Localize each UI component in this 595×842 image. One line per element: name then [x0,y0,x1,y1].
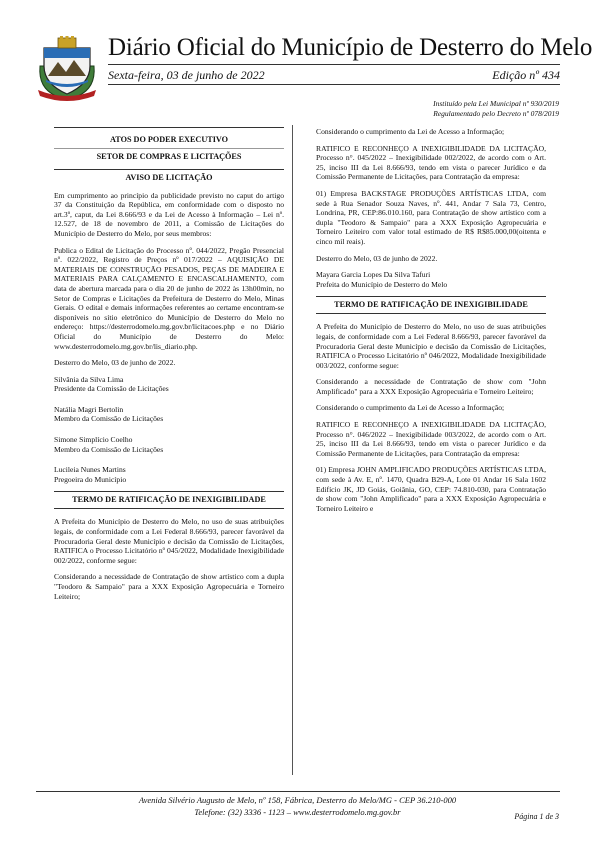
signature-name: Silvânia da Silva Lima [54,374,124,384]
ratification-heading: TERMO DE RATIFICAÇÃO DE INEXIGIBILIDADE [334,300,528,310]
access-info-paragraph: Considerando o cumprimento da Lei de Acesso a Informação; [316,403,505,413]
ratification-considering: Considerando a necessidade de Contratação de show artístico com a dupla "Teodoro & Sampaio" para a XXX Exposição Agropecuária e Torneiro Leiteiro; [54,572,284,601]
footer-contact: Telefone: (32) 3336 - 1123 – www.desterrodomelo.mg.gov.br [194,807,401,817]
signature-role: Membro da Comissão de Licitações [54,444,164,454]
signature-name: Natália Magri Bertolin [54,404,124,414]
ratification-heading: TERMO DE RATIFICAÇÃO DE INEXIGIBILIDADE [72,495,266,505]
ratification-heading-box [54,491,284,509]
signature-block [54,405,284,424]
footer-address: Avenida Silvério Augusto de Melo, nº 158, Fábrica, Desterro do Melo/MG - CEP 36.210-000 [138,795,457,805]
publication-date: Sexta-feira, 03 de junho de 2022 [108,68,265,82]
ratification-considering: Considerando a necessidade de Contratação de show com "John Amplificado" para a XXX Exposição Agropecuária e Torneiro Leiteiro; [316,377,546,396]
signature-name: Mayara Garcia Lopes Da Silva Tafuri [316,270,431,280]
ratification-paragraph: A Prefeita do Município de Desterro do Melo, no uso de suas atribuições legais, de conformidade com a Lei Federal 8.666/93, parecer favorável da Procuradoria Geral deste Município e decisão da Comissão de Licitações, RATIFICA o Processo Licitatório nº 046/2022, Modalidade Inexigibilidade 003/2022, conforme segue: [316,322,546,370]
notice-paragraph: Em cumprimento ao princípio da publicidade previsto no caput do artigo 37 da Constituição da República, em conformidade com o disposto no art.3º, caput, da Lei 8.666/93 e da Lei de Acesso à Informação – Lei nº. 12.527, de 18 de novembro de 2011, a Comissão de Licitações do Município de Desterro do Melo, por seus membros: [54,190,284,238]
signature-block [54,465,284,484]
signature-role: Prefeita do Município de Desterro do Melo [316,279,448,289]
notice-date-line: Desterro do Melo, 03 de junho de 2022. [54,358,176,368]
date-underline [108,84,560,85]
footer-divider [36,791,560,792]
company-paragraph: 01) Empresa BACKSTAGE PRODUÇÕES ARTÍSTICAS LTDA, com sede à Rua Senador Souza Naves, nº. 441, Andar 7 Sala 73, Centro, Londrina, PR, CEP:86.010.160, para Contratação de show artístico com a dupla "Teodoro & Sampaio" para a XXX Exposição Agropecuária e Torneiro Leiteiro com valor total estimado de R$ R$85.000,00(oitenta e cinco mil reais). [316,188,546,246]
municipal-crest-icon [36,36,98,102]
signature-block [54,375,284,394]
page-number: Página 1 de 3 [514,812,559,821]
edition-number: Edição nº 434 [492,68,560,82]
law-line-1: Instituído pela Lei Municipal nº 930/2019 [433,99,559,108]
publication-title: Diário Oficial do Município de Desterro do Melo [108,34,593,61]
law-line-2: Regulamentado pelo Decreto nº 078/2019 [433,109,559,118]
page-header [36,22,593,102]
right-column [316,127,546,513]
section-executive: ATOS DO PODER EXECUTIVO [109,135,229,144]
ratification-heading-box [316,296,546,314]
signature-name: Simone Simplício Coelho [54,435,133,445]
signature-role: Pregoeira do Município [54,474,127,484]
notice-heading: AVISO DE LICITAÇÃO [125,173,213,182]
title-underline [108,64,560,65]
signature-name: Lucileia Nunes Martins [54,465,126,475]
signature-block [54,435,284,454]
notice-edital-paragraph: Publica o Edital de Licitação do Processo nº. 044/2022, Pregão Presencial nº. 022/2022, Registro de Preços nº 017/2022 – AQUISIÇÃO DE MATERIAIS DE CONSTRUÇÃO PESADOS, PEÇAS DE MADEIRA E MATERIAIS PARA CALÇAMENTO E ENCASCALHAMENTO, com data de abertura marcada para o dia 20 de junho de 2022 às 13h00min, no Setor de Compras e Licitações da Prefeitura de Desterro do Melo, Minas Gerais. O edital e demais informações referentes ao certame encontram-se disponíveis no sítio eletrônico do Município de Desterro do Melo no endereço: https://desterrodomelo.mg.gov.br/licitacoes.php e no Diário Oficial do Município de Desterro do Melo: www.desterrodomelo.mg.gov.br/lis_diario.php. [54,245,284,351]
section-purchasing: SETOR DE COMPRAS E LICITAÇÕES [54,148,284,165]
ratify-paragraph: RATIFICO E RECONHEÇO A INEXIGIBILIDADE DA LICITAÇÃO, Processo n°. 045/2022 – Inexigibilidade 002/2022, de acordo com o Art. 25, inciso III da Lei 8.666/93, tendo em vista o parecer Jurídico e da Comissão Permanente de Licitações, para Contratação da empresa: [316,143,546,182]
company-paragraph: 01) Empresa JOHN AMPLIFICADO PRODUÇÕES ARTÍSTICAS LTDA, com sede à Av. E, nº. 1470, Quadra B29-A, Lote 01 Andar 16 Sala 1602 Edifício JK, JD Goiás, Goiânia, GO, CEP: 74.810-030, para Contratação de show com "John Amplificado" para a XXX Exposição Agropecuária e Torneiro Leiteiro e [316,465,546,513]
ratification-paragraph: A Prefeita do Município de Desterro do Melo, no uso de suas atribuições legais, de conformidade com a Lei Federal 8.666/93, parecer favorável da Procuradoria Geral deste Município e decisão da Comissão de Licitações, RATIFICA o Processo Licitatório nº 045/2022, Modalidade Inexigibilidade 002/2022, conforme segue: [54,517,284,565]
column-separator [292,125,293,775]
access-info-paragraph: Considerando o cumprimento da Lei de Acesso a Informação; [316,127,505,136]
section-header-box [54,127,284,170]
ratify-date-line: Desterro do Melo, 03 de junho de 2022. [316,253,438,263]
left-column [54,127,284,601]
signature-block [316,270,546,289]
signature-role: Membro da Comissão de Licitações [54,414,164,424]
ratify-paragraph: RATIFICO E RECONHEÇO A INEXIGIBILIDADE DA LICITAÇÃO, Processo n°. 046/2022 – Inexigibilidade 003/2022, de acordo com o Art. 25, inciso III da Lei 8.666/93, tendo em vista o parecer Jurídico e da Comissão Permanente de Licitações, para Contratação da empresa: [316,420,546,458]
signature-role: Presidente da Comissão de Licitações [54,384,169,394]
